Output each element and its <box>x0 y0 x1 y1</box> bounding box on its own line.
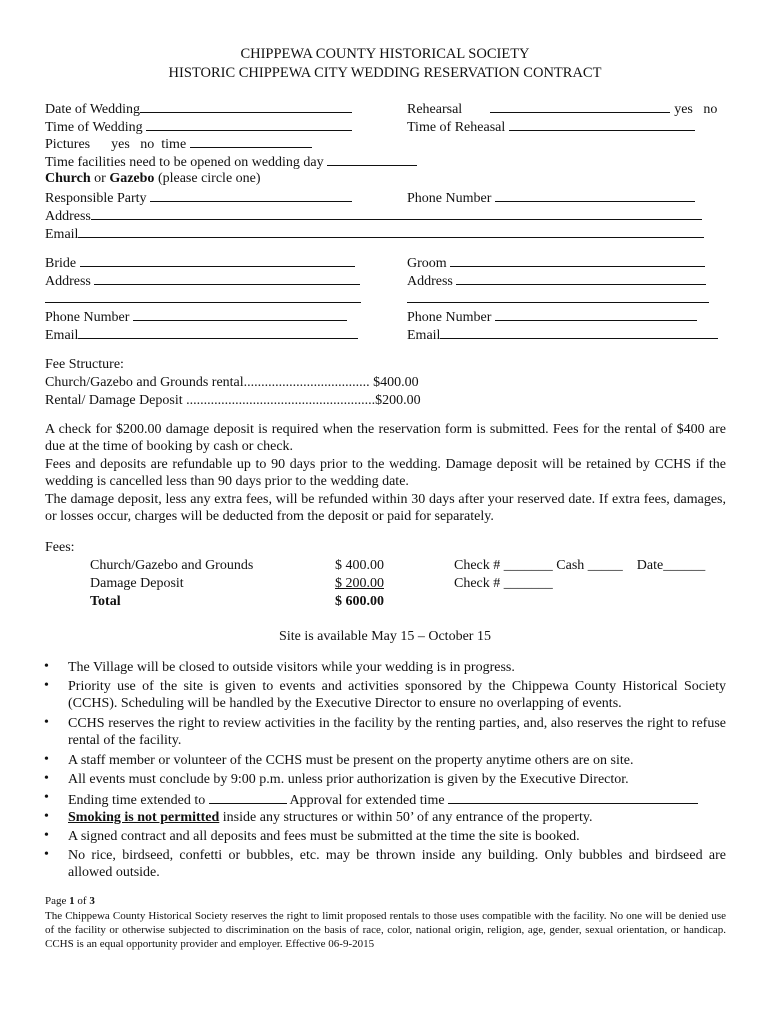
rehearsal-label: Rehearsal <box>407 102 463 117</box>
ending-time-field[interactable] <box>209 790 287 804</box>
bullet-text: The Village will be closed to outside visitors while your wedding is in progress. <box>68 660 515 675</box>
responsible-party-field[interactable] <box>150 188 352 202</box>
fee-deposit-line: Rental/ Damage Deposit ......................................................$200.00 <box>45 393 421 408</box>
groom-address-field-2[interactable] <box>407 289 709 303</box>
page-number <box>45 894 95 908</box>
groom-email-field[interactable] <box>440 325 718 339</box>
time-of-rehearsal-row <box>407 117 695 136</box>
page-word: Page <box>45 895 70 907</box>
bride-label: Bride <box>45 256 77 271</box>
footer-notice: The Chippewa County Historical Society reserves the right to limit proposed rentals to those uses compatible with the facility. No one will be denied use of the facility or otherwise subjected to discrimination on the basis of race, color, national origin, religion, age, gender, sexual orientation, or handicap. CCHS is an equal opportunity provider and employer. Effective 06-9-2015 <box>45 910 726 950</box>
circle-one-text: (please circle one) <box>154 171 261 186</box>
bullet-dot: • <box>44 809 49 824</box>
time-facilities-row <box>45 152 417 171</box>
fee-structure-heading: Fee Structure: <box>45 357 124 372</box>
bride-email-field[interactable] <box>78 325 358 339</box>
availability-text: Site is available May 15 – October 15 <box>279 629 491 644</box>
rehearsal-field[interactable] <box>490 99 670 113</box>
date-of-wedding-row <box>45 99 352 118</box>
or-text: or <box>90 171 110 186</box>
bullet-item-8 <box>44 828 726 845</box>
bullet-item-3 <box>44 715 726 749</box>
bullet-dot: • <box>44 771 49 786</box>
church-gazebo-row <box>45 170 261 187</box>
groom-email-row <box>407 325 718 344</box>
bullet-dot: • <box>44 659 49 674</box>
bride-address-field[interactable] <box>94 271 360 285</box>
approval-label: Approval for extended time <box>289 793 445 808</box>
bride-phone-label: Phone Number <box>45 310 130 325</box>
bride-address-line2 <box>45 289 361 308</box>
email-field[interactable] <box>78 224 704 238</box>
bullet-item-6 <box>44 790 726 807</box>
pictures-time-field[interactable] <box>190 134 312 148</box>
page-total: 3 <box>89 895 95 907</box>
church-option[interactable]: Church <box>45 171 91 186</box>
groom-address-label: Address <box>407 274 453 289</box>
time-facilities-label: Time facilities need to be opened on wedding day <box>45 155 324 170</box>
responsible-party-row <box>45 188 352 207</box>
fees-row3-amount: $ 600.00 <box>335 594 384 609</box>
date-of-wedding-field[interactable] <box>140 99 352 113</box>
bullet-text: A staff member or volunteer of the CCHS must be present on the property anytime others are on site. <box>68 753 634 768</box>
groom-address-field[interactable] <box>456 271 706 285</box>
bullet-dot: • <box>44 752 49 767</box>
bullet-text: Priority use of the site is given to events and activities sponsored by the Chippewa County Historical Society (CCHS). Scheduling will be handled by the Executive Director to ensure no overlapping of events. <box>68 679 726 711</box>
bride-address-row <box>45 271 360 290</box>
fees-row2-amount: $ 200.00 <box>335 576 384 591</box>
groom-row <box>407 253 705 272</box>
bullet-item-1 <box>44 659 726 676</box>
bullet-text: No rice, birdseed, confetti or bubbles, etc. may be thrown inside any building. Only bubbles and birdseed are allowed outside. <box>68 848 726 880</box>
fees-check-line1[interactable]: Check # _______ Cash _____ Date______ <box>454 558 706 573</box>
responsible-party-label: Responsible Party <box>45 191 147 206</box>
bride-row <box>45 253 355 272</box>
address-field[interactable] <box>91 206 702 220</box>
bullet-item-7 <box>44 809 726 826</box>
groom-email-label: Email <box>407 328 441 343</box>
bullet-dot: • <box>44 828 49 843</box>
bullet-item-9 <box>44 847 726 881</box>
bullet-item-4 <box>44 752 726 769</box>
bride-email-row <box>45 325 358 344</box>
rehearsal-row <box>407 99 717 118</box>
page-of: of <box>74 895 90 907</box>
time-of-wedding-label: Time of Wedding <box>45 120 143 135</box>
bullet-dot: • <box>44 847 49 862</box>
date-of-wedding-label: Date of Wedding <box>45 102 141 117</box>
bride-phone-field[interactable] <box>133 307 347 321</box>
fees-row3-label: Total <box>90 594 121 609</box>
phone-number-label: Phone Number <box>407 191 492 206</box>
fees-row2-label: Damage Deposit <box>90 576 184 591</box>
bride-phone-row <box>45 307 347 326</box>
groom-address-row <box>407 271 706 290</box>
groom-address-line2 <box>407 289 709 308</box>
gazebo-option[interactable]: Gazebo <box>109 171 155 186</box>
time-facilities-field[interactable] <box>327 152 417 166</box>
paragraph-refund: Fees and deposits are refundable up to 90 days prior to the wedding. Damage deposit will be retained by CCHS if the wedding is cancelled less than 90 days prior to the wedding date. <box>45 457 726 489</box>
bullet-item-2 <box>44 678 726 712</box>
fees-check-line2[interactable]: Check # _______ <box>454 576 553 591</box>
paragraph-deposit: A check for $200.00 damage deposit is required when the reservation form is submitted. Fees for the rental of $400 are due at the time of booking by cash or check. <box>45 422 726 454</box>
bride-address-label: Address <box>45 274 91 289</box>
pictures-label: Pictures <box>45 137 91 152</box>
bullet-dot: • <box>44 678 49 693</box>
title-society: CHIPPEWA COUNTY HISTORICAL SOCIETY <box>240 46 530 62</box>
address-label: Address <box>45 209 91 224</box>
smoking-warning: Smoking is not permitted <box>68 810 220 825</box>
pictures-row <box>45 134 312 153</box>
bride-email-label: Email <box>45 328 79 343</box>
email-row <box>45 224 704 243</box>
email-label: Email <box>45 227 79 242</box>
fees-row1-amount: $ 400.00 <box>335 558 384 573</box>
bullet-text <box>68 790 726 809</box>
groom-phone-row <box>407 307 697 326</box>
bullet-item-5 <box>44 771 726 788</box>
bullet-text: All events must conclude by 9:00 p.m. unless prior authorization is given by the Executive Director. <box>68 772 629 787</box>
time-of-rehearsal-field[interactable] <box>509 117 695 131</box>
page-current: 1 <box>69 895 75 907</box>
phone-number-field[interactable] <box>495 188 695 202</box>
bullet-text: A signed contract and all deposits and fees must be submitted at the time the site is booked. <box>68 829 580 844</box>
bullet-text: CCHS reserves the right to review activities in the facility by the renting parties, and, also reserves the right to refuse rental of the facility. <box>68 716 726 748</box>
bullet-dot: • <box>44 790 49 805</box>
bullet-text <box>68 809 726 826</box>
approval-field[interactable] <box>448 790 698 804</box>
time-of-rehearsal-label: Time of Reheasal <box>407 120 506 135</box>
smoking-rest: inside any structures or within 50’ of any entrance of the property. <box>219 810 593 825</box>
bride-address-field-2[interactable] <box>45 289 361 303</box>
rehearsal-options[interactable]: yes no <box>674 102 718 117</box>
fees-heading: Fees: <box>45 540 75 555</box>
groom-phone-field[interactable] <box>495 307 697 321</box>
time-of-wedding-field[interactable] <box>146 117 352 131</box>
bride-field[interactable] <box>80 253 355 267</box>
title-contract: HISTORIC CHIPPEWA CITY WEDDING RESERVATION CONTRACT <box>168 65 602 81</box>
groom-label: Groom <box>407 256 447 271</box>
fees-row1-label: Church/Gazebo and Grounds <box>90 558 254 573</box>
paragraph-damage: The damage deposit, less any extra fees, will be refunded within 30 days after your reserved date. If extra fees, damages, or losses occur, charges will be deducted from the deposit or paid for separately. <box>45 492 726 524</box>
bullet-dot: • <box>44 715 49 730</box>
groom-phone-label: Phone Number <box>407 310 492 325</box>
fee-rental-line: Church/Gazebo and Grounds rental.................................... $400.00 <box>45 375 419 390</box>
pictures-options[interactable]: yes no time <box>111 137 187 152</box>
groom-field[interactable] <box>450 253 705 267</box>
ending-time-label: Ending time extended to <box>68 793 206 808</box>
address-row <box>45 206 702 225</box>
phone-number-row <box>407 188 695 207</box>
